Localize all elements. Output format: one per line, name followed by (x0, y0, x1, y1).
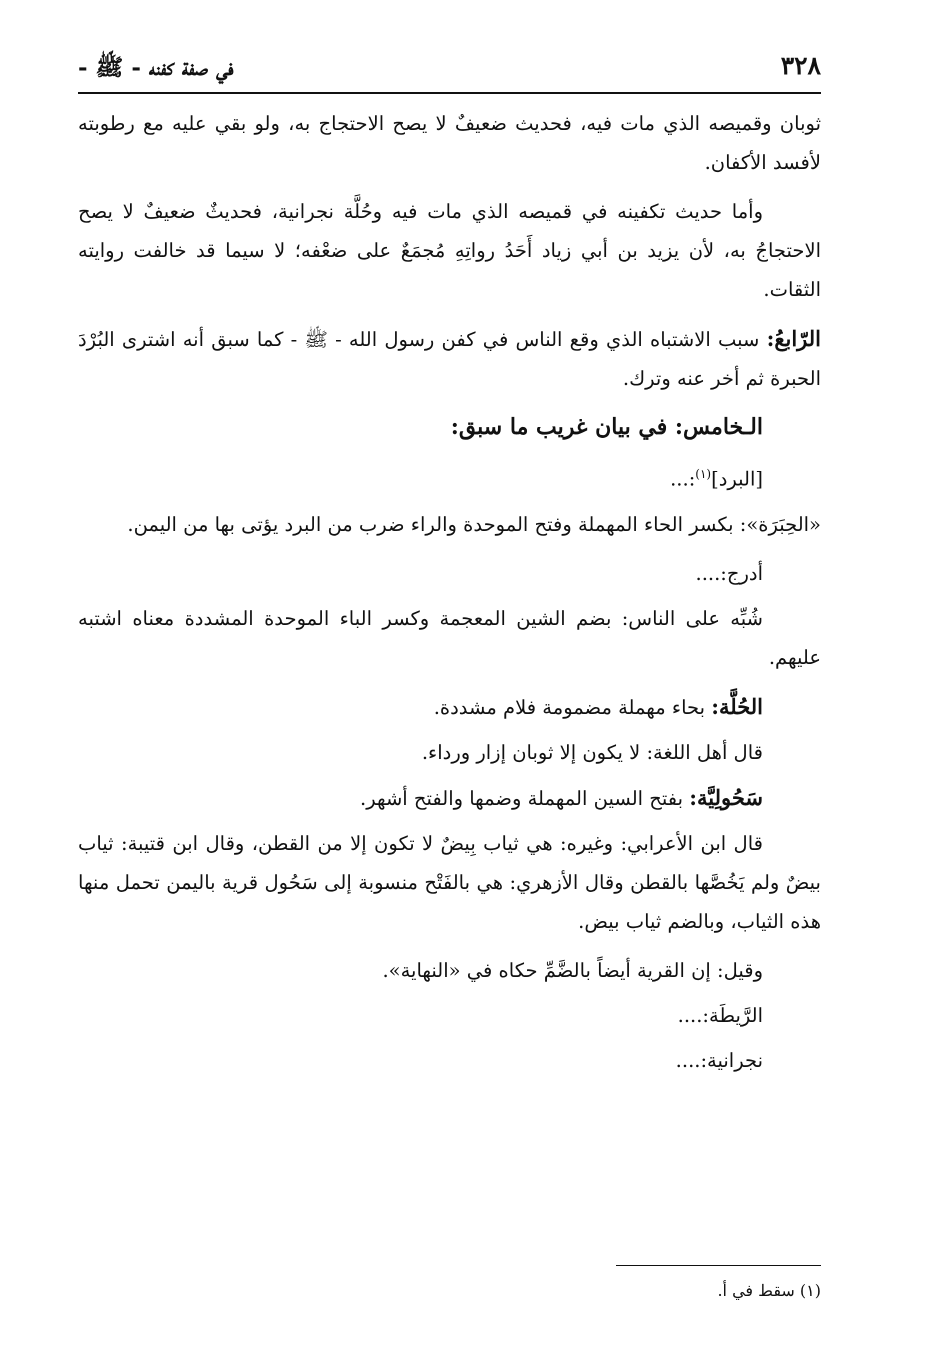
glossary-entry (78, 1041, 821, 1080)
paragraph-text: قال ابن الأعرابي: وغيره: هي ثياب بِيضٌ لا تكون إلا من القطن، وقال ابن قتيبة: ثياب بيضٌ ولم يَخُصَّها بالقطن وقال الأزهري: هي بالفَتْح منسوبة إلى سَحُول قرية باليمن تحمل منها هذه الثياب، وبالضم ثياب بيض. (78, 831, 821, 933)
paragraph-text: قال أهل اللغة: لا يكون إلا ثوبان إزار ورداء. (421, 740, 763, 764)
heading-text: الـخامس: في بيان غريب ما سبق: (450, 414, 763, 440)
page-header (78, 44, 821, 94)
footnote-marker: (١) (695, 467, 712, 481)
section-heading (78, 408, 821, 447)
paragraph (78, 319, 821, 398)
paragraph-text: نجرانية:.... (675, 1048, 763, 1072)
glossary-entry (78, 687, 821, 727)
paragraph-text: أدرج:.... (695, 561, 763, 585)
paragraph-text: ثوبان وقميصه الذي مات فيه، فحديث ضعيفٌ لا يصح الاحتجاج به، ولو بقي عليه مع رطوبته لأفسد الأكفان. (78, 112, 821, 174)
paragraph-text: الرَّيطَة:.... (677, 1003, 763, 1027)
paragraph (78, 733, 821, 772)
paragraph-text: سبب الاشتباه الذي وقع الناس في كفن رسول الله - ﷺ - كما سبق أنه اشترى البُرْدَ الحبرة ثم أخر عنه وترك. (78, 328, 821, 390)
paragraph-text: شُبِّه على الناس: بضم الشين المعجمة وكسر الباء الموحدة المشددة معناه اشتبه عليهم. (78, 606, 821, 669)
glossary-entry (78, 455, 821, 499)
entry-term: الحُلَّة: (711, 693, 763, 719)
entry-term: [البرد] (711, 467, 763, 491)
entry-placeholder: :... (670, 467, 696, 491)
glossary-entry (78, 778, 821, 818)
paragraph-text: بحاء مهملة مضمومة فلام مشددة. (433, 695, 712, 719)
glossary-entry (78, 599, 821, 677)
section-lead: الرّابعُ: (766, 326, 821, 351)
paragraph-text: وقيل: إن القرية أيضاً بالضَّمِّ حكاه في «النهاية». (382, 958, 763, 982)
paragraph (78, 824, 821, 941)
paragraph (78, 951, 821, 990)
glossary-entry (78, 554, 821, 593)
paragraph-text: وأما حديث تكفينه في قميصه الذي مات فيه وحُلَّة نجرانية، فحديثٌ ضعيفٌ لا يصح الاحتجاجُ به، لأن يزيد بن أبي زياد أَحَدُ رواتِهِ مُجمَعٌ على ضعْفه؛ لا سيما قد خالفت روايته الثقات. (78, 200, 821, 301)
glossary-entry (78, 996, 821, 1035)
running-title: في صفة كفنه - ﷺ - (78, 54, 234, 81)
paragraph-text: «الحِبَرَة»: بكسر الحاء المهملة وفتح الموحدة والراء ضرب من البرد يؤتى بها من اليمن. (127, 512, 821, 536)
footnote: (١) سقط في أ. (717, 1281, 821, 1300)
paragraph-text: بفتح السين المهملة وضمها والفتح أشهر. (360, 786, 690, 810)
paragraph (78, 192, 821, 309)
page-number: ٣٢٨ (780, 51, 821, 80)
entry-term: سَحُولِيَّة: (689, 784, 763, 810)
paragraph (78, 104, 821, 182)
main-text (78, 104, 821, 1086)
footnote-divider (616, 1265, 821, 1266)
glossary-entry (78, 505, 821, 544)
